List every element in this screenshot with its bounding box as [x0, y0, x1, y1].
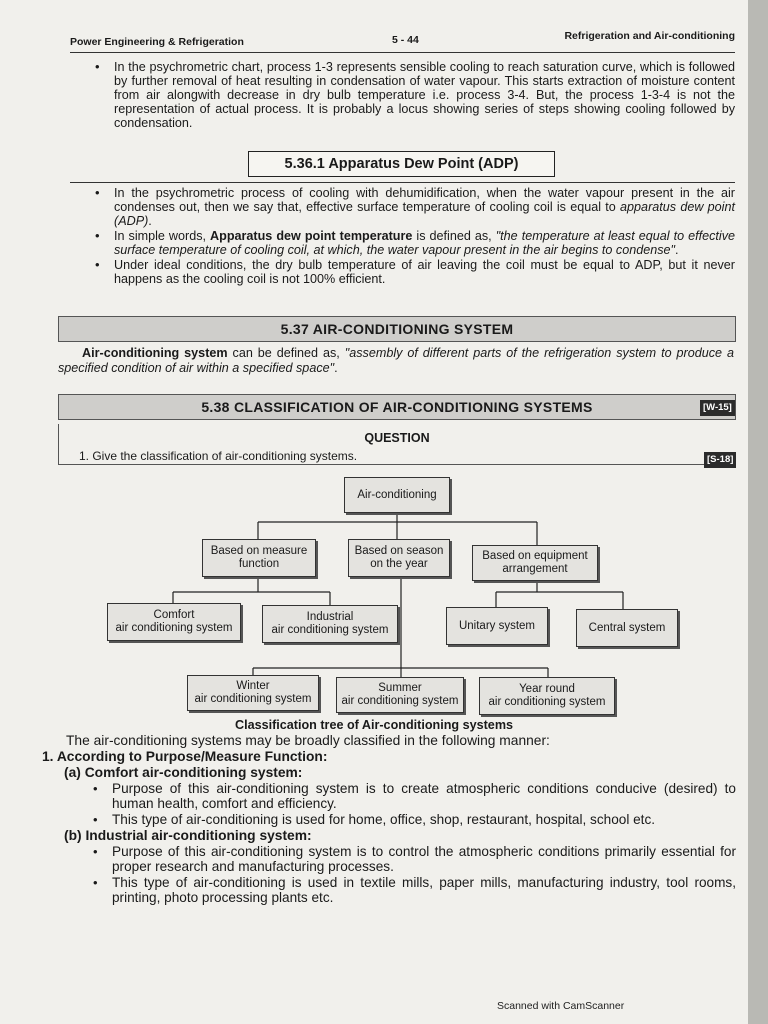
- question-box: [58, 424, 735, 465]
- exam-tag-s18: [S-18]: [704, 452, 736, 468]
- scanner-watermark: Scanned with CamScanner: [497, 1000, 625, 1012]
- comfort-heading: (a) Comfort air-conditioning system:: [64, 765, 303, 780]
- tree-node-industrial: Industrial air conditioning system: [262, 605, 398, 643]
- question-text: 1. Give the classification of air-conditioning systems.: [79, 449, 358, 463]
- intro-bullets: [88, 60, 735, 131]
- purpose-heading: 1. According to Purpose/Measure Function:: [42, 749, 328, 764]
- page-edge: [748, 0, 768, 1024]
- industrial-bullet-1: • Purpose of this air-conditioning system is to control the atmospheric conditions primarily essential for proper research and manufacturing processes.: [86, 844, 736, 874]
- adp-bullet-2: • In simple words, Apparatus dew point temperature is defined as, "the temperature at least equal to effective surface temperature of cooling coil, at which, the water vapour present in the air begins to condense".: [88, 229, 735, 257]
- classification-text: [42, 733, 736, 906]
- tree-caption: Classification tree of Air-conditioning systems: [234, 718, 514, 732]
- ac-system-definition: Air-conditioning system can be defined as, "assembly of different parts of the refrigeration system to produce a specified condition of air within a specified space".: [58, 346, 734, 375]
- tree-root-node: Air-conditioning: [344, 477, 450, 513]
- tree-node-season: Based on season on the year: [348, 539, 450, 577]
- comfort-bullet-1: • Purpose of this air-conditioning system is to create atmospheric conditions conducive (desired) to human health, comfort and efficiency.: [86, 781, 736, 811]
- tree-node-unitary: Unitary system: [446, 607, 548, 645]
- adp-heading: 5.36.1 Apparatus Dew Point (ADP): [248, 151, 555, 177]
- industrial-bullet-2: • This type of air-conditioning is used in textile mills, paper mills, manufacturing industry, tool rooms, printing, photo processing plants etc.: [86, 875, 736, 905]
- tree-node-winter: Winter air conditioning system: [187, 675, 319, 711]
- adp-bullet-1: • In the psychrometric process of cooling with dehumidification, when the water vapour present in the air condenses out, then we say that, effective surface temperature of cooling coil is equal to apparatus dew point (ADP).: [88, 186, 735, 228]
- tree-node-central: Central system: [576, 609, 678, 647]
- classification-intro: The air-conditioning systems may be broadly classified in the following manner:: [66, 733, 550, 748]
- question-title: QUESTION: [364, 431, 430, 445]
- exam-tag-w15: [W-15]: [700, 400, 735, 416]
- adp-bullets: [88, 186, 735, 287]
- adp-bullet-3: • Under ideal conditions, the dry bulb temperature of air leaving the coil must be equal to ADP, but it never happens as the cooling coil is not 100% efficient.: [88, 258, 735, 286]
- section-537-heading: 5.37 AIR-CONDITIONING SYSTEM: [58, 316, 736, 342]
- psychrometric-process-bullet: • In the psychrometric chart, process 1-3 represents sensible cooling to reach saturation curve, which is followed by further removal of heat resulting in condensation of water vapour. This starts extraction of moisture content from air alongwith decrease in dry bulb temperature i.e. process 3-4. But, the process 1-3-4 is not the representation of actual process. It is probably a locus showing series of steps showing cooling followed by condensation.: [88, 60, 735, 130]
- section-538-heading: 5.38 CLASSIFICATION OF AIR-CONDITIONING SYSTEMS: [58, 394, 736, 420]
- chapter-title: Refrigeration and Air-conditioning: [564, 30, 735, 42]
- industrial-heading: (b) Industrial air-conditioning system:: [64, 828, 312, 843]
- comfort-bullet-2: • This type of air-conditioning is used for home, office, shop, restaurant, hospital, school etc.: [86, 812, 736, 827]
- divider: [70, 182, 735, 183]
- book-title: Power Engineering & Refrigeration: [70, 36, 244, 48]
- tree-node-summer: Summer air conditioning system: [336, 677, 464, 713]
- tree-node-measure-function: Based on measure function: [202, 539, 316, 577]
- tree-node-comfort: Comfort air conditioning system: [107, 603, 241, 641]
- tree-node-year-round: Year round air conditioning system: [479, 677, 615, 715]
- running-header: [70, 30, 735, 53]
- page-number: 5 - 44: [392, 34, 419, 46]
- tree-node-equipment: Based on equipment arrangement: [472, 545, 598, 581]
